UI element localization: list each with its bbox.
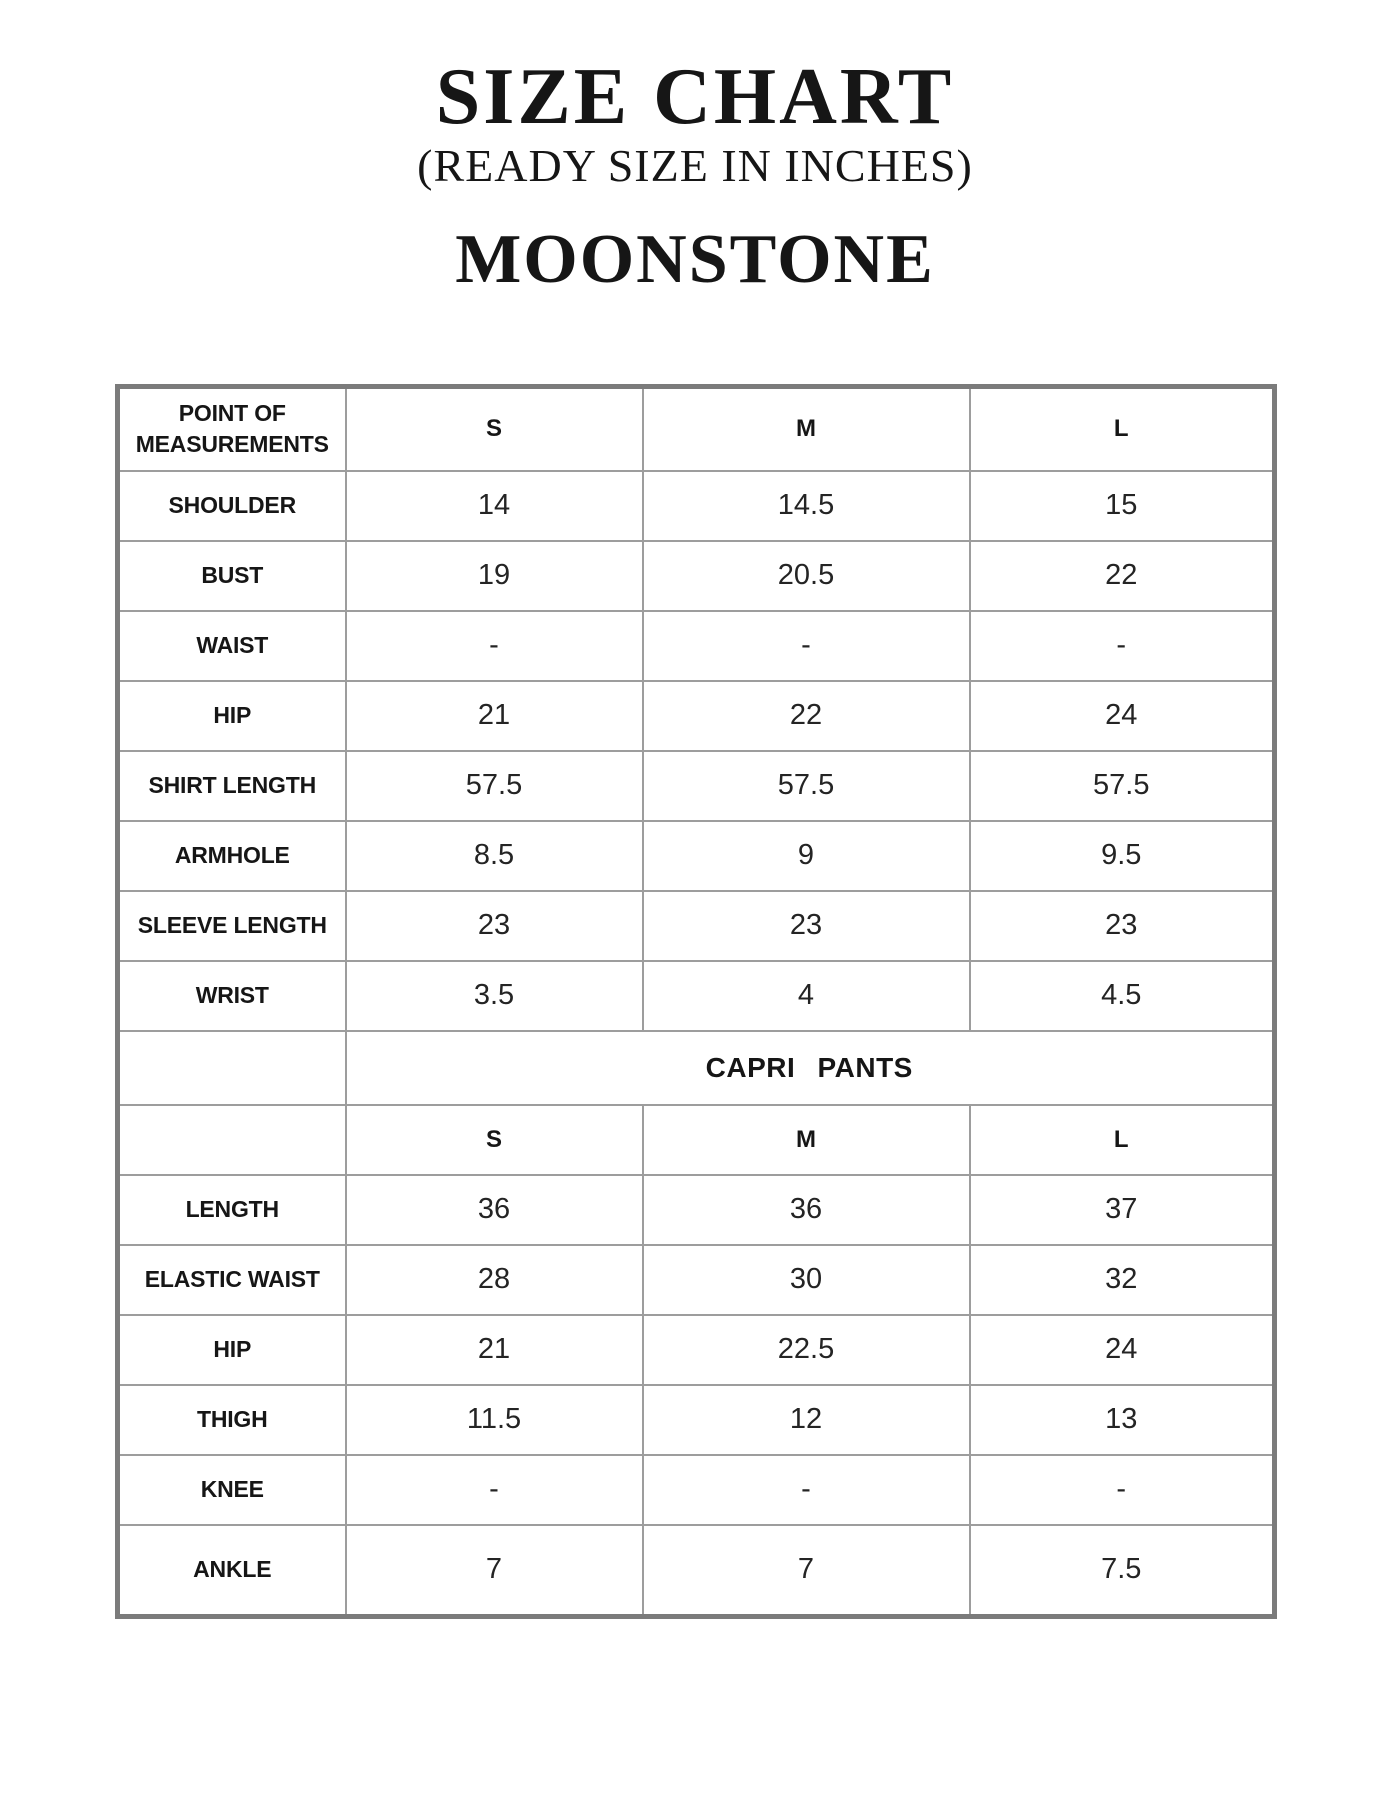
- table-row-shirt-length: [118, 751, 1275, 821]
- value-m: -: [643, 1455, 970, 1525]
- value-s: 28: [346, 1245, 643, 1315]
- value-l: 24: [970, 681, 1275, 751]
- measurement-label: ARMHOLE: [118, 821, 346, 891]
- table-row-elastic-waist: [118, 1245, 1275, 1315]
- capri-section-title: CAPRI PANTS: [346, 1031, 1275, 1105]
- measurement-label: BUST: [118, 541, 346, 611]
- measurement-label: WAIST: [118, 611, 346, 681]
- value-s: 14: [346, 471, 643, 541]
- value-m: 4: [643, 961, 970, 1031]
- value-l: -: [970, 611, 1275, 681]
- capri-header-row: [118, 1105, 1275, 1175]
- measurement-label: ANKLE: [118, 1525, 346, 1617]
- measurement-label: SLEEVE LENGTH: [118, 891, 346, 961]
- value-s: -: [346, 1455, 643, 1525]
- product-name: MOONSTONE: [455, 221, 935, 299]
- measurement-label: ELASTIC WAIST: [118, 1245, 346, 1315]
- value-m: 20.5: [643, 541, 970, 611]
- measurement-label: SHOULDER: [118, 471, 346, 541]
- capri-col-header-s: S: [346, 1105, 643, 1175]
- value-m: 22.5: [643, 1315, 970, 1385]
- value-s: 3.5: [346, 961, 643, 1031]
- size-chart-table: [115, 384, 1277, 1619]
- table-row-thigh: [118, 1385, 1275, 1455]
- value-l: 22: [970, 541, 1275, 611]
- measurement-label: HIP: [118, 1315, 346, 1385]
- value-m: 22: [643, 681, 970, 751]
- value-m: 7: [643, 1525, 970, 1617]
- table-row-length: [118, 1175, 1275, 1245]
- capri-col-header-m: M: [643, 1105, 970, 1175]
- value-m: 12: [643, 1385, 970, 1455]
- value-s: 23: [346, 891, 643, 961]
- table-row-bust: [118, 541, 1275, 611]
- capri-col-header-empty: [118, 1105, 346, 1175]
- col-header-m: M: [643, 387, 970, 471]
- value-m: 57.5: [643, 751, 970, 821]
- capri-section-row: [118, 1031, 1275, 1105]
- table-row-sleeve-length: [118, 891, 1275, 961]
- table-row-hip: [118, 681, 1275, 751]
- table-row-armhole: [118, 821, 1275, 891]
- title-block: [0, 54, 1390, 298]
- value-l: 9.5: [970, 821, 1275, 891]
- value-l: 4.5: [970, 961, 1275, 1031]
- capri-empty-cell: [118, 1031, 346, 1105]
- value-s: 21: [346, 1315, 643, 1385]
- value-m: 14.5: [643, 471, 970, 541]
- table-row-knee: [118, 1455, 1275, 1525]
- value-l: 57.5: [970, 751, 1275, 821]
- value-m: 9: [643, 821, 970, 891]
- table-row-wrist: [118, 961, 1275, 1031]
- value-s: 57.5: [346, 751, 643, 821]
- value-l: 24: [970, 1315, 1275, 1385]
- value-m: 23: [643, 891, 970, 961]
- table-row-shoulder: [118, 471, 1275, 541]
- value-l: 7.5: [970, 1525, 1275, 1617]
- value-l: 15: [970, 471, 1275, 541]
- col-header-measurements: POINT OF MEASUREMENTS: [118, 387, 346, 471]
- value-s: -: [346, 611, 643, 681]
- measurement-label: KNEE: [118, 1455, 346, 1525]
- value-s: 36: [346, 1175, 643, 1245]
- table-row-waist: [118, 611, 1275, 681]
- measurement-label: THIGH: [118, 1385, 346, 1455]
- measurement-label: WRIST: [118, 961, 346, 1031]
- col-header-s: S: [346, 387, 643, 471]
- value-l: 13: [970, 1385, 1275, 1455]
- page-subtitle: (READY SIZE IN INCHES): [417, 140, 973, 192]
- table-row-ankle: [118, 1525, 1275, 1617]
- value-s: 11.5: [346, 1385, 643, 1455]
- value-s: 19: [346, 541, 643, 611]
- col-header-l: L: [970, 387, 1275, 471]
- table-row-hip-capri: [118, 1315, 1275, 1385]
- value-m: 30: [643, 1245, 970, 1315]
- value-s: 8.5: [346, 821, 643, 891]
- value-s: 21: [346, 681, 643, 751]
- value-l: 23: [970, 891, 1275, 961]
- page-title: SIZE CHART: [435, 53, 955, 141]
- value-l: 37: [970, 1175, 1275, 1245]
- table-header-row: [118, 387, 1275, 471]
- value-m: 36: [643, 1175, 970, 1245]
- measurement-label: HIP: [118, 681, 346, 751]
- value-m: -: [643, 611, 970, 681]
- value-l: 32: [970, 1245, 1275, 1315]
- value-l: -: [970, 1455, 1275, 1525]
- measurement-label: LENGTH: [118, 1175, 346, 1245]
- measurement-label: SHIRT LENGTH: [118, 751, 346, 821]
- value-s: 7: [346, 1525, 643, 1617]
- capri-col-header-l: L: [970, 1105, 1275, 1175]
